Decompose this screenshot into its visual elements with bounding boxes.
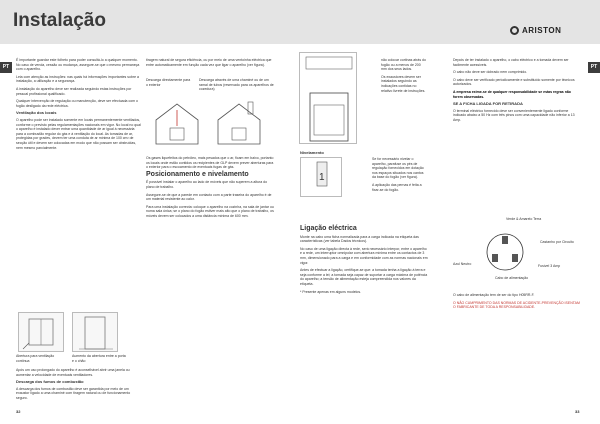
brand-name: ARISTON (522, 26, 562, 35)
exhaust-chimney-illustration (210, 98, 268, 148)
paragraph: A aplicação das pernas é feita a fixar-se do fogão. (372, 182, 422, 192)
column-2 (146, 58, 274, 70)
section-heading: Posicionamento e nivelamento (146, 170, 249, 178)
column-1-bottom (16, 368, 141, 404)
brand-logo (510, 26, 561, 35)
paragraph: O cabo de alimentação tem de ser do tipo H05RR-F. (453, 293, 535, 297)
paragraph: No caso de uma ligação directa à rede, será necessário interpor, entre o aparelho e a rede, um interruptor omnipolar com abertura mínima entre os contactos de 3 mm, dimensionado para a carga e em conformidade com as normas nacionais em vigor. (300, 246, 428, 265)
label-live: Castanho por Circuito (540, 240, 574, 244)
paragraph: Depois de ter instalado o aparelho, o cabo eléctrico e a tomada devem ser facilmente acessíveis. (453, 58, 569, 67)
section-heading: Ligação eléctrica (300, 225, 357, 232)
label-cable: Cabo de alimentação (495, 276, 529, 280)
paragraph: É possível instalar o aparelho ao lado de móveis que não superem a altura do plano de trabalho. (146, 180, 268, 189)
paragraph: O terminal eléctrico fornecido deve ser convenientemente ligado conforme indicado abaixo a 50 Hz com três pinos com uma capacidade não inferior a 13 Amp. (453, 108, 575, 122)
plug-wiring-illustration (470, 222, 540, 282)
column-3-electric (300, 224, 428, 297)
language-tab-left: PT (0, 62, 12, 73)
paragraph: Assegure-se de que a parede em contacto com a parte traseira do aparelho é de um material resistente ao calor. (146, 192, 272, 202)
section-heading: Nivelamento (300, 150, 324, 155)
leveling-foot-icon (301, 158, 343, 198)
figure-caption-exterior: Descarga directamente para o exterior (146, 78, 191, 87)
language-tab-right: PT (588, 62, 600, 73)
column-2-middle (146, 156, 274, 222)
paragraph: A instalação do aparelho deve ser realizada seguindo estas instruções por pessoal profissional qualificado. (16, 86, 132, 96)
house-exhaust-icon (148, 98, 206, 148)
cooker-hood-icon (300, 53, 358, 145)
column-4-bottom (453, 293, 581, 313)
column-3-top (381, 58, 427, 96)
paragraph: Antes de efectuar a ligação, certifique-se que: a tomada tenha a ligação à terra e seja conforme a lei; a tomada seja capaz de suportar a carga máxima de potência do aparelho; a tensão de alimentação esteja compreendida nos valores da etiqueta. (300, 268, 428, 286)
paragraph: O aparelho pode ser instalado somente em locais permanentemente ventilados, conforme o previsto pelas regulamentações nacionais em vigor. No local no qual o aparelho é instalado dever entrar uma quantidade de ar igual à necessária para a combustão regular do gás e à ventilação do local. As tomadas de ar, protegidas por grades, devem ter uma conduta de ar mínima de 100 cm² de secção útil e devem ser colocadas em modo que não possam ser obstruídas, nem mesmo parcialmente. (16, 117, 141, 150)
column-4 (453, 58, 581, 126)
label-earth: Verde & Amarelo Terra (506, 217, 542, 221)
window-vent-icon (19, 313, 65, 353)
ariston-logo-icon (510, 26, 519, 35)
page-number-right: 33 (575, 409, 580, 414)
paragraph: Os gases liquefeitos do petróleo, mais pesados que o ar, ficam em baixo, portanto os locais onde estão contidos os recipientes de GLP devem prever aberturas para o exterior para o escoamento de eventuais fugas de gás. (146, 156, 274, 170)
exhaust-exterior-illustration (148, 98, 206, 148)
paragraph: Os exaustores devem ser instalados seguindo as indicações contidas no relativo livrete de instruções. (381, 74, 426, 93)
ventilation-opening-illustration (18, 312, 64, 352)
door-icon (73, 313, 119, 353)
plug-icon (470, 222, 540, 282)
figure-b-caption: Aumento da abertura entre a porta e o chão (72, 354, 126, 363)
paragraph: O cabo deve ser verificado periodicamente e substituído somente por técnicos autorizados. (453, 77, 575, 87)
paragraph: Monte na cabo uma ficha normalizada para a carga indicada na etiqueta das características (ver tabela Dados técnicos). (300, 234, 419, 244)
paragraph: Para uma instalação correcta: coloque o aparelho na cozinha, na sala de jantar ou numa sala única; se o plano do fogão estiver mais alto que o plano de trabalho, os móveis devem ser colocados a uma distância mínima de 600 mm. (146, 204, 274, 218)
label-fuse: Fusível 3 Amp (538, 264, 561, 268)
section-heading: Ventilação dos locais (16, 110, 57, 116)
paragraph: É importante guardar este folheto para poder consultá-lo a qualquer momento. No caso de venda, cessão ou mudança, assegure-se que o mesmo permaneça com o aparelho. (16, 58, 140, 72)
figure-a-caption: Abertura para ventilação contínua (16, 354, 55, 363)
figure-caption-chimney: Descarga através de uma chaminé ou de um ramal de tubos (reservado para os aparelhos de cozedura) (199, 78, 274, 92)
paragraph: não colocar cortinas atrás do fogão ou a menos de 200 mm dos seus lados. (381, 58, 426, 72)
page-number-left: 32 (16, 409, 21, 414)
door-gap-illustration (72, 312, 118, 352)
leveling-foot-illustration (300, 157, 342, 197)
paragraph: O cabo não deve ser dobrado nem comprimido. (453, 70, 528, 75)
paragraph: Após um uso prolongado do aparelho é aconselhável abrir uma janela ou aumentar a velocidade de eventuais ventiladores. (16, 368, 130, 377)
section-heading: Descarga dos fumos de combustão (16, 379, 84, 385)
footnote: * Presente apenas em alguns modelos. (300, 289, 362, 294)
page-title: Instalação (13, 10, 106, 31)
paragraph: Leia com atenção as instruções: nas quais há informações importantes sobre a instalação, a utilização e a segurança. (16, 74, 139, 84)
house-chimney-icon (210, 98, 268, 148)
warning-text: O NÃO CUMPRIMENTO DAS NORMAS DE ACIDENTE-PREVENÇÃO ISENTAM O FABRICANTE DE TODA A RESPONSABILIDADE. (453, 300, 580, 310)
paragraph: A descarga dos fumos de combustão deve ser garantida por meio de um exaustor ligado a uma chaminé com tiragem natural ou de funcionamento seguro. (16, 386, 131, 400)
paragraph: Qualquer intervenção de regulação ou manutenção, deve ser efectuada com o fogão desligado da rede eléctrica. (16, 99, 138, 108)
paragraph: tiragem natural de segura eficiência, ou por meio de uma ventoinha eléctrica que entre automaticamente em função cada vez que ligar o aparelho (ver figura). (146, 58, 272, 67)
section-heading: SE A FICHA LIGADA FOR RETIRADA (453, 101, 523, 107)
warning-text: A empresa exime-se de qualquer responsabilidade se estas regras não forem observadas. (453, 89, 571, 99)
svg-text:1: 1 (319, 172, 325, 183)
column-3-level-text (372, 157, 428, 195)
column-1 (16, 58, 141, 153)
cooker-clearance-illustration (299, 52, 357, 144)
paragraph: Se for necessário nivelar o aparelho, parafuse os pés de regulação fornecidos em dotação nos espaços situados nos cantos da base do fogão (ver figura). (372, 157, 424, 180)
label-neutral: Azul Neutro (453, 262, 472, 266)
